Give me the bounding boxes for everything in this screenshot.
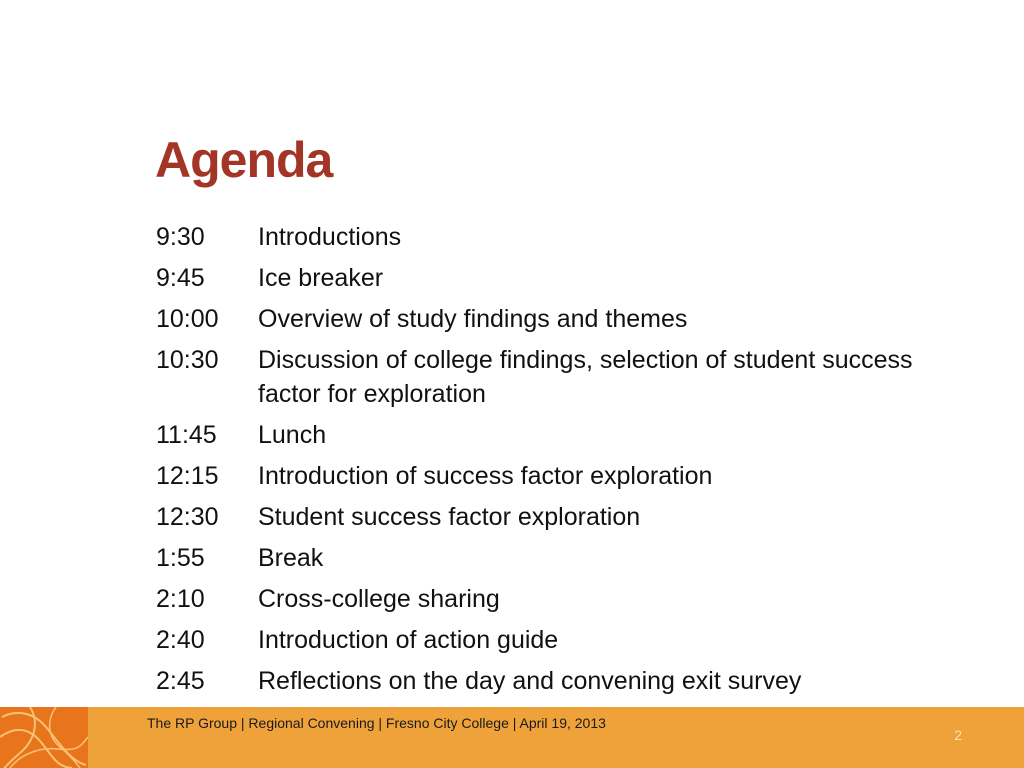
agenda-description: Discussion of college findings, selection of student success factor for exploration: [258, 346, 913, 408]
agenda-item: [156, 541, 916, 575]
agenda-time: 10:00: [156, 305, 219, 333]
agenda-item: [156, 418, 916, 452]
agenda-item: [156, 582, 916, 616]
agenda-item: [156, 261, 916, 295]
agenda-time: 12:15: [156, 462, 219, 490]
agenda-description: Introductions: [258, 223, 402, 251]
agenda-description: Lunch: [258, 421, 327, 449]
agenda-description: Cross-college sharing: [258, 585, 500, 613]
agenda-list: [156, 220, 916, 705]
agenda-time: 12:30: [156, 503, 219, 531]
agenda-time: 2:10: [156, 585, 205, 613]
agenda-item: [156, 623, 916, 657]
agenda-description: Overview of study findings and themes: [258, 305, 688, 333]
agenda-item: [156, 302, 916, 336]
agenda-item: [156, 459, 916, 493]
agenda-description: Student success factor exploration: [258, 503, 641, 531]
agenda-description: Introduction of action guide: [258, 626, 559, 654]
agenda-time: 2:45: [156, 667, 205, 695]
agenda-time: 2:40: [156, 626, 205, 654]
agenda-item: [156, 664, 916, 698]
footer-text: The RP Group | Regional Convening | Fresno City College | April 19, 2013: [147, 715, 606, 731]
agenda-description: Introduction of success factor exploration: [258, 462, 713, 490]
agenda-item: [156, 500, 916, 534]
rp-group-swirl-logo-icon: [0, 707, 88, 768]
agenda-description: Ice breaker: [258, 264, 384, 292]
agenda-time: 1:55: [156, 544, 205, 572]
footer-bar: [0, 707, 1024, 768]
agenda-time: 10:30: [156, 346, 219, 374]
agenda-description: Reflections on the day and convening exit survey: [258, 667, 802, 695]
agenda-item: [156, 220, 916, 254]
agenda-item: [156, 343, 916, 411]
page-number: 2: [954, 727, 962, 743]
slide-title: Agenda: [155, 132, 333, 188]
agenda-time: 9:30: [156, 223, 205, 251]
agenda-description: Break: [258, 544, 324, 572]
agenda-time: 11:45: [156, 421, 217, 449]
agenda-time: 9:45: [156, 264, 205, 292]
